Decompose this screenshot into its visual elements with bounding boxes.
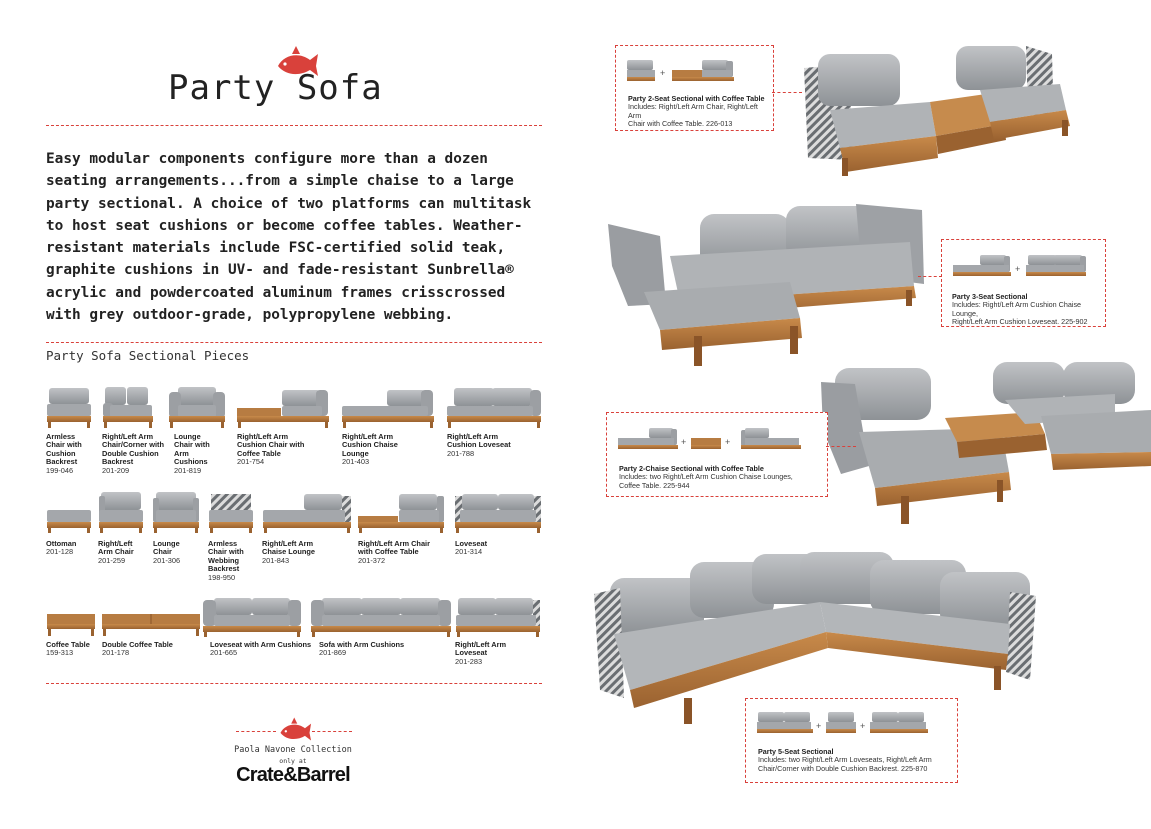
piece-code: 201-869: [319, 648, 347, 658]
callout-title: Party 5-Seat Sectional: [758, 747, 834, 756]
footer-rule-right: [312, 731, 352, 732]
piece-name: Right/Left Arm Loveseat: [455, 640, 507, 658]
callout-connector: [918, 276, 942, 277]
piece-code: 201-403: [342, 457, 370, 467]
armless-chair-thumbnail: [46, 384, 92, 430]
callout-title: Party 2-Seat Sectional with Coffee Table: [628, 94, 765, 103]
callout-body: Includes: two Right/Left Arm Loveseats, Right/Left Arm Chair/Corner with Double Cushion Backrest. 225-870: [758, 755, 932, 773]
svg-text:+: +: [681, 437, 687, 447]
callout-5-seat-pieces-icon: [756, 709, 936, 739]
piece-name: Loveseat: [455, 539, 488, 548]
coffee-table-thumbnail: [46, 600, 96, 638]
sectional-3-seat-photo: [600, 196, 938, 366]
piece-name: Loveseat with Arm Cushions: [210, 640, 312, 649]
piece-code: 201-306: [153, 555, 181, 565]
callout-body: Includes: Right/Left Arm Chair, Right/Left Arm Chair with Coffee Table. 226-013: [628, 102, 758, 128]
piece-code: 201-788: [447, 448, 475, 458]
page-title: Party Sofa: [168, 68, 383, 108]
piece-code: 201-178: [102, 648, 130, 658]
callout-title: Party 3-Seat Sectional: [952, 292, 1028, 301]
piece-code: 201-283: [455, 656, 483, 666]
svg-text:+: +: [725, 437, 731, 447]
sectional-2-chaise-coffee-table-photo: [815, 360, 1151, 530]
callout-connector: [826, 446, 856, 447]
intro-paragraph: Easy modular components configure more than a dozen seating arrangements...from a simple chaise to a large party sectional. A choice of two platforms can multitask to host seat cushions or become coffee tables. Weather- resistant materials include FSC-certified solid teak, graphite cushions in UV- and fade-resistant Sunbrella® acrylic and powdercoated aluminum frames crisscrossed with grey outdoor-grade, polypropylene webbing.: [46, 151, 532, 324]
piece-name: Armless Chair with Cushion Backrest: [46, 432, 82, 467]
piece-code: 201-372: [358, 555, 386, 565]
intro-divider: [46, 342, 542, 343]
svg-text:+: +: [660, 68, 666, 78]
crate-and-barrel-logo: Crate&Barrel: [236, 764, 350, 786]
callout-connector: [772, 92, 802, 93]
callout-body: Includes: two Right/Left Arm Cushion Chaise Lounges, Coffee Table. 225-944: [619, 472, 793, 490]
pieces-heading: Party Sofa Sectional Pieces: [46, 348, 250, 363]
callout-5-seat-sectional: [745, 698, 958, 783]
piece-name: Lounge Chair with Arm Cushions: [174, 432, 210, 467]
callout-2-seat-sectional: [615, 45, 774, 131]
sofa-arm-cushions-thumbnail: [310, 594, 452, 638]
piece-code: 199-046: [46, 465, 74, 475]
piece-name: Coffee Table: [46, 640, 90, 649]
cushion-loveseat-thumbnail: [446, 384, 542, 430]
piece-code: 201-843: [262, 555, 290, 565]
arm-chair-coffee-table-thumbnail: [357, 490, 445, 534]
callout-2-chaise-pieces-icon: [617, 425, 817, 455]
callout-2-chaise-sectional: [606, 412, 828, 497]
chair-coffee-table-thumbnail: [236, 384, 330, 430]
piece-name: Double Coffee Table: [102, 640, 173, 649]
footer-fish-logo-icon: [276, 716, 314, 747]
footer-rule-left: [236, 731, 276, 732]
piece-code: 201-259: [98, 555, 126, 565]
corner-chair-thumbnail: [102, 384, 154, 430]
svg-text:+: +: [860, 721, 866, 731]
callout-2-seat-pieces-icon: [626, 56, 746, 84]
svg-text:+: +: [1015, 264, 1021, 274]
webbing-chair-thumbnail: [208, 490, 254, 534]
piece-name: Right/Left Arm Chaise Lounge: [262, 539, 315, 557]
title-divider: [46, 125, 542, 126]
piece-code: 201-314: [455, 547, 483, 557]
arm-chaise-thumbnail: [262, 490, 352, 534]
piece-name: Right/Left Arm Cushion Chair with Coffee Table: [237, 432, 305, 458]
sectional-2-seat-coffee-table-photo: [790, 40, 1080, 180]
piece-name: Right/Left Arm Chair: [98, 539, 134, 557]
callout-3-seat-sectional: [941, 239, 1106, 327]
piece-code: 201-665: [210, 648, 238, 658]
piece-name: Right/Left Arm Cushion Loveseat: [447, 432, 511, 450]
piece-code: 201-209: [102, 465, 130, 475]
svg-text:+: +: [816, 721, 822, 731]
loveseat-thumbnail: [454, 490, 542, 534]
lounge-chair-thumbnail: [152, 490, 200, 534]
ottoman-thumbnail: [46, 490, 92, 534]
pieces-bottom-divider: [46, 683, 542, 684]
piece-code: 159-313: [46, 648, 74, 658]
callout-body: Includes: Right/Left Arm Cushion Chaise Lounge, Right/Left Arm Cushion Loveseat. 225-902: [952, 300, 1088, 326]
piece-name: Right/Left Arm Chair with Coffee Table: [358, 539, 430, 557]
piece-name: Lounge Chair: [153, 539, 180, 557]
collection-name: Paola Navone Collection: [234, 745, 352, 755]
piece-code: 201-128: [46, 547, 74, 557]
only-at-text: only at: [279, 757, 307, 765]
piece-name: Right/Left Arm Cushion Chaise Lounge: [342, 432, 398, 458]
chaise-lounge-thumbnail: [341, 384, 435, 430]
arm-chair-thumbnail: [98, 490, 144, 534]
piece-code: 198-950: [208, 572, 236, 582]
lounge-chair-arm-cushions-thumbnail: [168, 384, 226, 430]
callout-3-seat-pieces-icon: [952, 252, 1092, 282]
piece-name: Sofa with Arm Cushions: [319, 640, 405, 649]
callout-title: Party 2-Chaise Sectional with Coffee Table: [619, 464, 764, 473]
piece-name: Armless Chair with Webbing Backrest: [208, 539, 244, 574]
piece-code: 201-819: [174, 465, 202, 475]
loveseat-arm-cushions-thumbnail: [202, 594, 302, 638]
piece-name: Ottoman: [46, 539, 77, 548]
double-coffee-table-thumbnail: [101, 600, 201, 638]
piece-name: Right/Left Arm Chair/Corner with Double Cushion Backrest: [102, 432, 165, 467]
arm-loveseat-thumbnail: [455, 594, 541, 638]
piece-code: 201-754: [237, 457, 265, 467]
